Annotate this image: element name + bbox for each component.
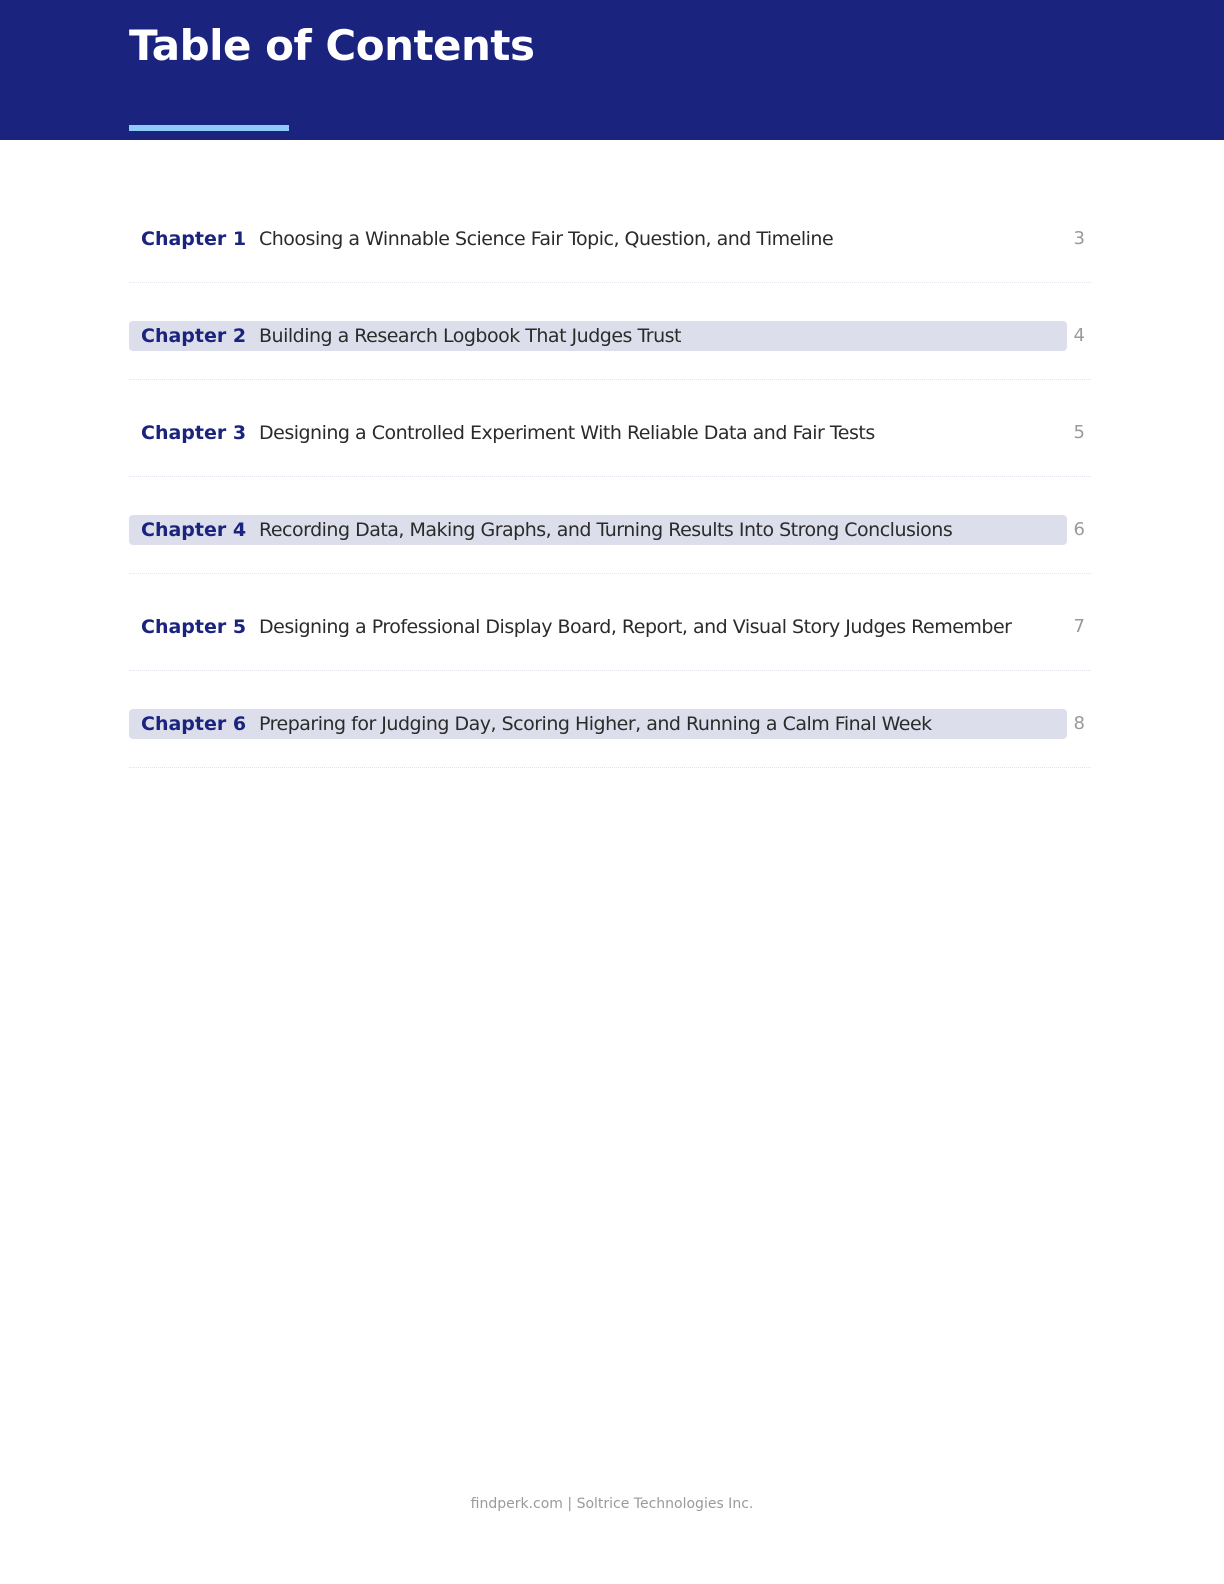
entry-divider bbox=[129, 767, 1091, 768]
page-number: 5 bbox=[1073, 422, 1085, 443]
toc-entry-4[interactable] bbox=[129, 485, 1094, 582]
chapter-title: Choosing a Winnable Science Fair Topic, Question, and Timeline bbox=[259, 228, 834, 250]
chapter-title: Recording Data, Making Graphs, and Turning Results Into Strong Conclusions bbox=[259, 519, 953, 541]
chapter-title: Building a Research Logbook That Judges Trust bbox=[259, 325, 681, 347]
page-title: Table of Contents bbox=[129, 21, 535, 70]
page-number: 4 bbox=[1073, 325, 1085, 346]
header-banner bbox=[0, 0, 1224, 140]
toc-entry-3[interactable] bbox=[129, 388, 1094, 485]
chapter-number: Chapter 3 bbox=[141, 422, 247, 444]
toc-entry-6[interactable] bbox=[129, 679, 1094, 776]
page-number: 7 bbox=[1073, 616, 1085, 637]
chapter-number: Chapter 6 bbox=[141, 713, 247, 735]
page-number: 3 bbox=[1073, 228, 1085, 249]
toc-entry-2[interactable] bbox=[129, 291, 1094, 388]
chapter-number: Chapter 5 bbox=[141, 616, 247, 638]
chapter-number: Chapter 4 bbox=[141, 519, 247, 541]
page-number: 6 bbox=[1073, 519, 1085, 540]
page-number: 8 bbox=[1073, 713, 1085, 734]
page-footer: findperk.com | Soltrice Technologies Inc. bbox=[470, 1496, 754, 1512]
chapter-title: Preparing for Judging Day, Scoring Higher, and Running a Calm Final Week bbox=[259, 713, 932, 735]
title-accent-bar bbox=[129, 125, 289, 131]
entry-divider bbox=[129, 670, 1091, 671]
entry-divider bbox=[129, 379, 1091, 380]
entry-divider bbox=[129, 573, 1091, 574]
chapter-title: Designing a Professional Display Board, Report, and Visual Story Judges Remember bbox=[259, 616, 1012, 638]
toc-entry-1[interactable] bbox=[129, 194, 1094, 291]
table-of-contents bbox=[129, 194, 1094, 776]
chapter-number: Chapter 2 bbox=[141, 325, 247, 347]
toc-entry-5[interactable] bbox=[129, 582, 1094, 679]
entry-divider bbox=[129, 476, 1091, 477]
chapter-number: Chapter 1 bbox=[141, 228, 247, 250]
entry-divider bbox=[129, 282, 1091, 283]
chapter-title: Designing a Controlled Experiment With Reliable Data and Fair Tests bbox=[259, 422, 875, 444]
